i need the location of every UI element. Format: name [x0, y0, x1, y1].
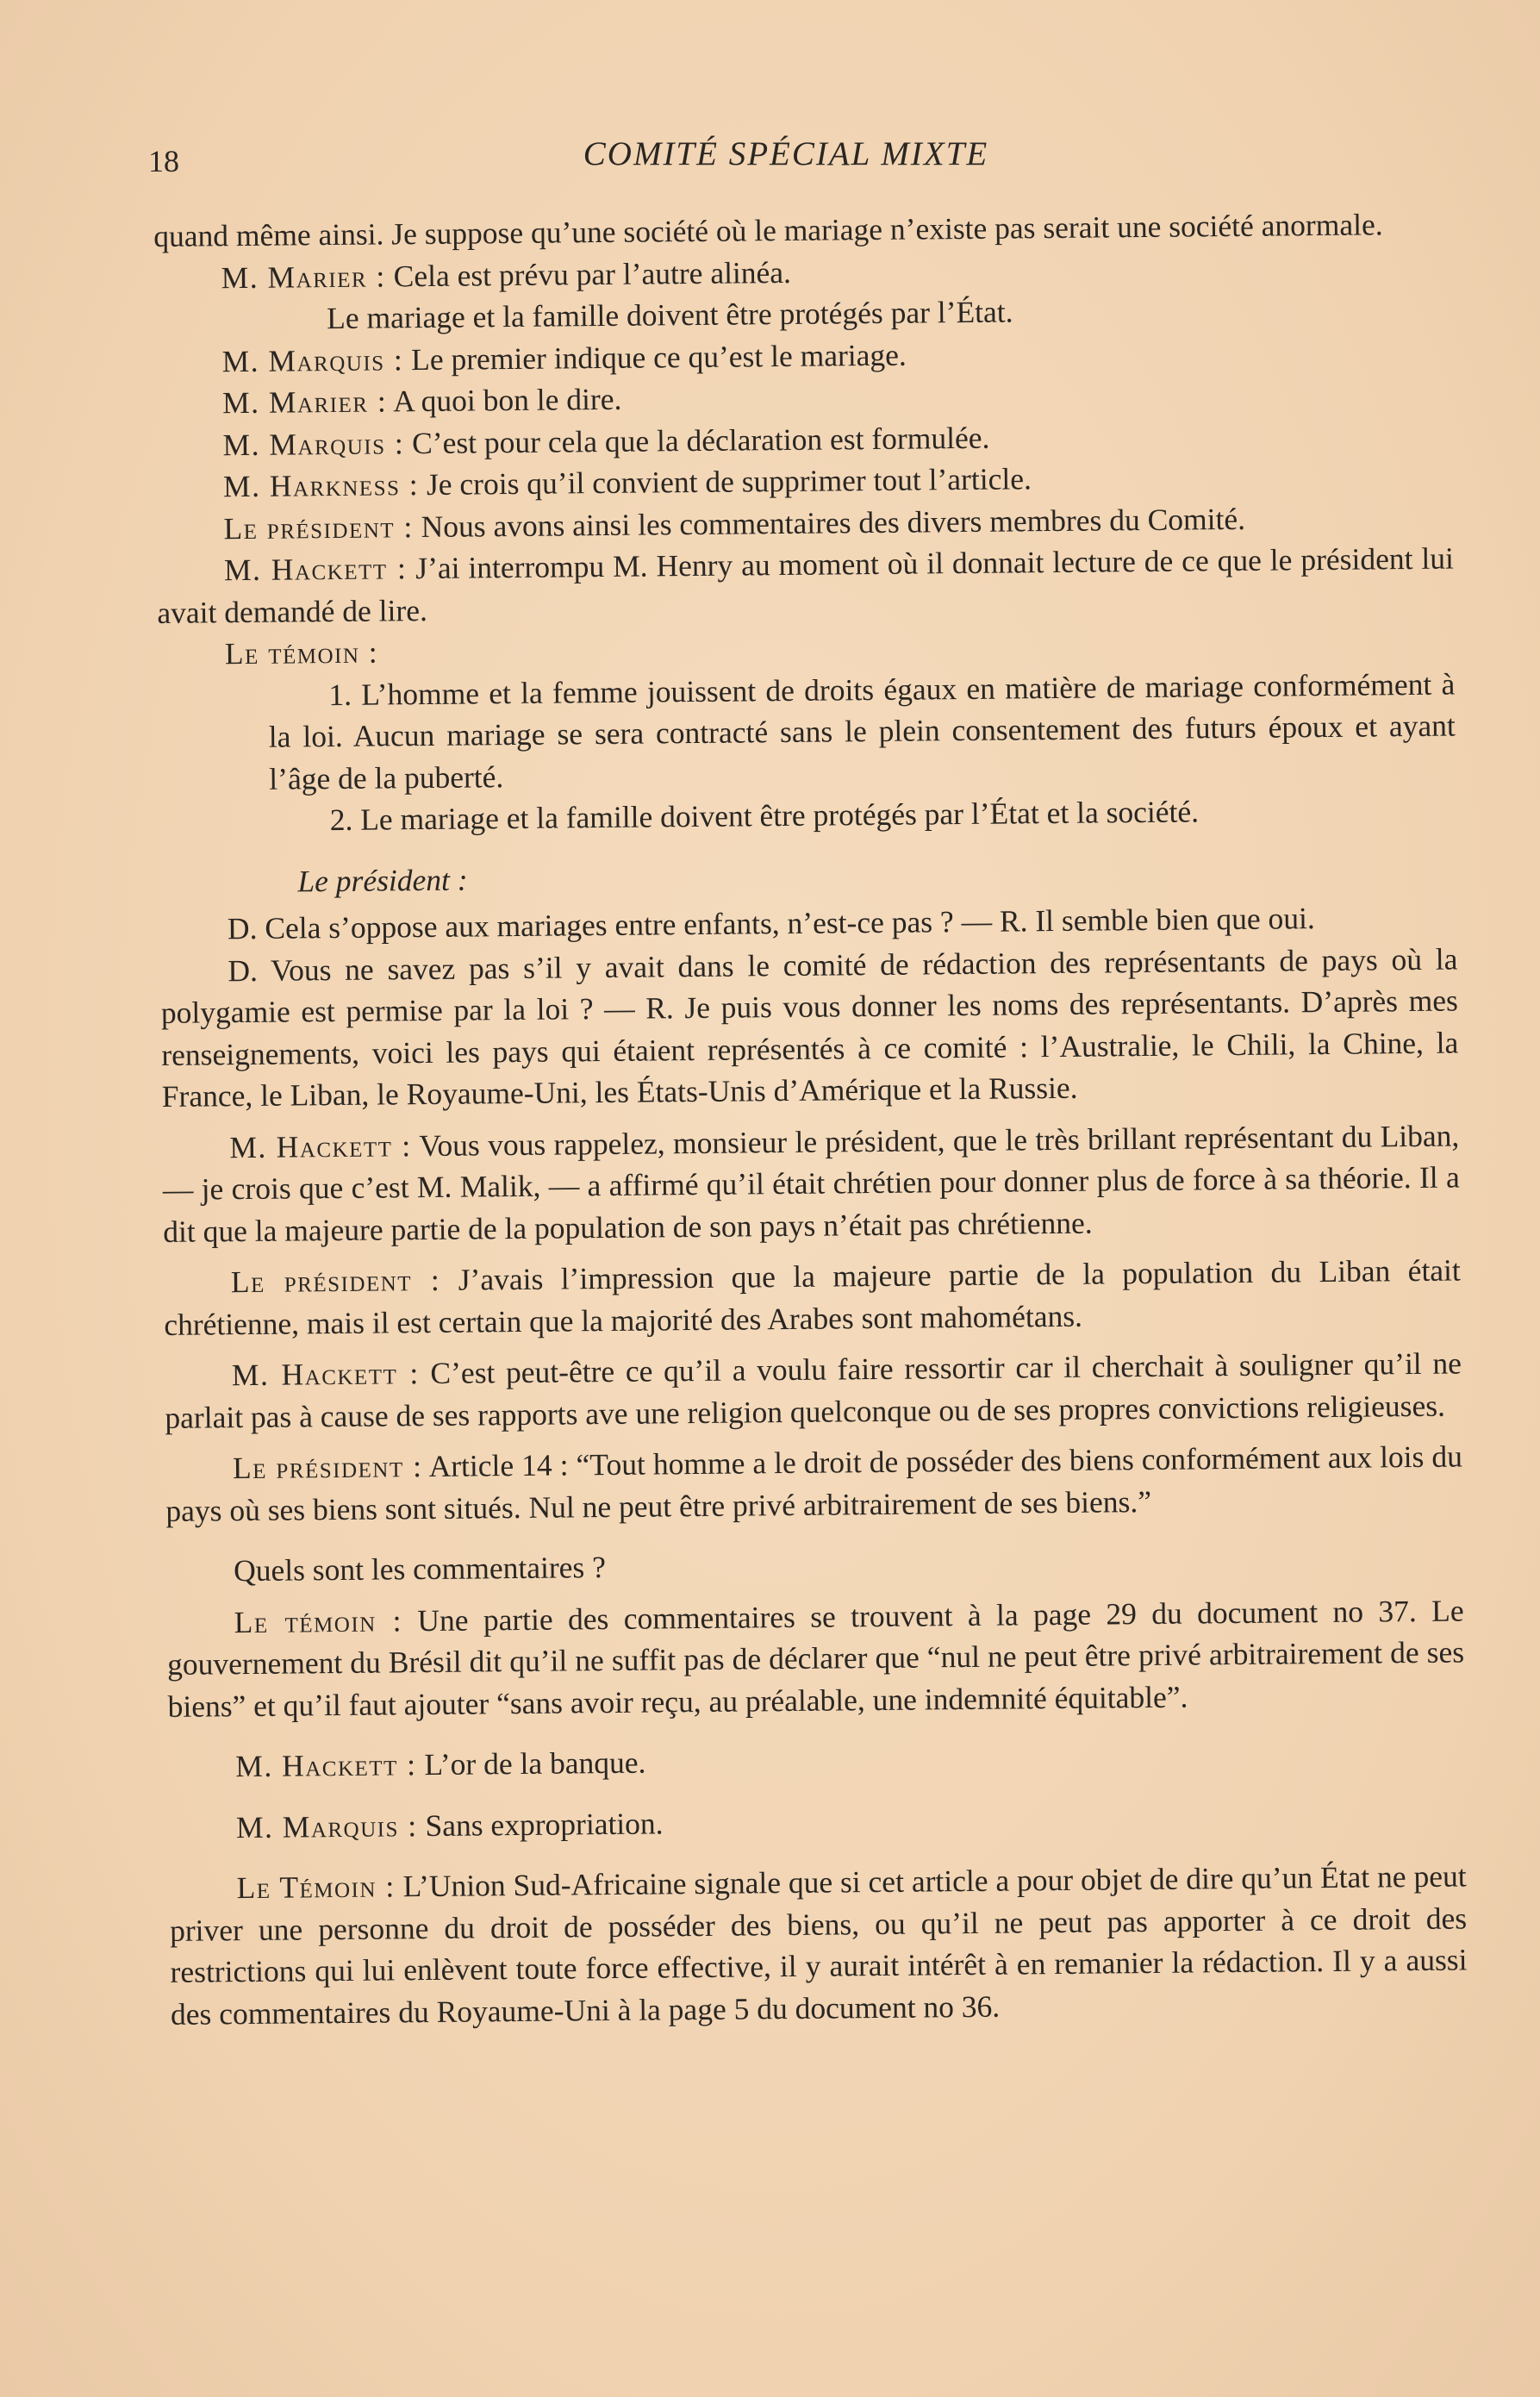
speaker-label: Le Témoin :: [236, 1869, 396, 1906]
page-number: 18: [148, 144, 179, 178]
section-heading-text: Le président :: [297, 862, 468, 898]
speaker-label: M. Harkness :: [222, 467, 420, 504]
paragraph: [164, 1249, 1462, 1345]
paragraph-text: C’est peut-être ce qu’il a voulu faire ressortir car il cherchait à souligner qu’il ne parlait pas à cause de ses rapports ave une religion quelconque ou de ses propres convictions religieuses.: [165, 1345, 1462, 1435]
paragraph-text: quand même ainsi. Je suppose qu’une société où le mariage n’existe pas serait une société anormale.: [153, 207, 1383, 253]
section-heading: [159, 849, 1456, 903]
paragraph: [166, 1538, 1463, 1592]
paragraph-text: Nous avons ainsi les commentaires des divers membres du Comité.: [413, 501, 1246, 544]
paragraph-text: D. Vous ne savez pas s’il y avait dans le comité de rédaction des représentants de pays où la polygamie est permise par la loi ? — R. Je puis vous donner les noms des représentants. D’après mes renseignements, voici les pays qui étaient représentés à ce comité : l’Australie, le Chili, la Chine, la France, le Liban, le Royaume-Uni, les États-Unis d’Amérique et la Russie.: [160, 941, 1459, 1114]
speaker-label: Le témoin :: [224, 634, 379, 671]
paragraph: [168, 1733, 1465, 1788]
paragraph-text: Le premier indique ce qu’est le mariage.: [403, 337, 907, 377]
quoted-article-item: [268, 663, 1456, 800]
paragraph-text: Article 14 : “Tout homme a le droit de posséder des biens conformément aux lois du pays où ses biens sont situés. Nul ne peut être privé arbitrairement de ses biens.”: [165, 1439, 1463, 1528]
speaker-label: M. Marquis :: [222, 425, 405, 462]
paragraph-text: Sans expropriation.: [417, 1805, 664, 1843]
paragraph-text: A quoi bon le dire.: [387, 381, 622, 419]
paragraph-text: Une partie des commentaires se trouvent à la page 29 du document no 37. Le gouvernement du Brésil dit qu’il ne suffit pas de déclarer que “nul ne peut être privé arbitrairement de ses biens” et qu’il faut ajouter “sans avoir reçu, au préalable, une indemnité équitable”.: [166, 1592, 1465, 1724]
paragraph-text: 2. Le mariage et la famille doivent être protégés par l’État et la société.: [329, 794, 1200, 838]
speaker-label: Le président :: [223, 509, 414, 546]
speaker-label: M. Marquis :: [221, 341, 404, 378]
speaker-label: Le témoin :: [234, 1602, 403, 1639]
paragraph-text: D. Cela s’oppose aux mariages entre enfants, n’est-ce pas ? — R. Il semble bien que oui.: [227, 901, 1315, 946]
paragraph-text: Cela est prévu par l’autre alinéa.: [385, 254, 792, 293]
paragraph-text: C’est pour cela que la déclaration est formulée.: [404, 420, 990, 460]
paragraph-text: 1. L’homme et la femme jouissent de droits égaux en matière de mariage conformément à la loi. Aucun mariage se sera contracté sans le plein consentement des futurs époux et ayant l’âge de la puberté.: [268, 666, 1456, 796]
document-body: [153, 203, 1468, 2035]
paragraph-text: Je crois qu’il convient de supprimer tout l’article.: [418, 461, 1032, 502]
speaker-label: M. Hackett :: [235, 1747, 417, 1784]
paragraph: [160, 938, 1459, 1117]
speaker-label: M. Marquis :: [235, 1807, 418, 1845]
paragraph: [162, 1114, 1460, 1252]
paragraph: [157, 538, 1455, 634]
paragraph-text: J’ai interrompu M. Henry au moment où il donnait lecture de ce que le président lui avait demandé de lire.: [157, 540, 1455, 630]
speaker-label: Le président :: [230, 1262, 441, 1300]
paragraph-text: L’or de la banque.: [416, 1745, 646, 1782]
speaker-label: M. Marier :: [221, 258, 387, 295]
paragraph-text: Quels sont les commentaires ?: [233, 1550, 607, 1589]
paragraph: [169, 1795, 1466, 1849]
running-title: COMITÉ SPÉCIAL MIXTE: [583, 135, 989, 172]
paragraph: [165, 1435, 1463, 1531]
paragraph: [165, 1342, 1462, 1438]
paragraph-text: J’avais l’impression que la majeure partie de la population du Liban était chrétienne, mais il est certain que la majorité des Arabes sont mahométans.: [164, 1252, 1461, 1342]
paragraph: [169, 1855, 1468, 2034]
speaker-label: M. Hackett :: [231, 1356, 420, 1393]
speaker-label: Le président :: [232, 1449, 423, 1486]
paragraph-text: L’Union Sud-Africaine signale que si cet article a pour objet de dire qu’un État ne peut priver une personne du droit de posséder des biens, ou qu’il ne peut pas apporter à ce droit des restrictions qui lui enlèvent toute force effective, il y aurait intérêt à en remanier la rédaction. Il y a aussi des commentaires du Royaume-Uni à la page 5 du document no 36.: [169, 1858, 1468, 2032]
paragraph-text: Vous vous rappelez, monsieur le président, que le très brillant représentant du Liban, — je crois que c’est M. Malik, — a affirmé qu’il était chrétien pour donner plus de force à sa théorie. Il a dit que la majeure partie de la population de son pays n’était pas chrétienne.: [162, 1118, 1460, 1249]
speaker-label: M. Hackett :: [223, 551, 408, 588]
paragraph-text: Le mariage et la famille doivent être protégés par l’État.: [326, 294, 1013, 336]
paragraph: [166, 1589, 1464, 1727]
page-header: [148, 129, 1458, 181]
speaker-label: M. Marier :: [221, 384, 388, 421]
speaker-label: M. Hackett :: [229, 1127, 412, 1164]
